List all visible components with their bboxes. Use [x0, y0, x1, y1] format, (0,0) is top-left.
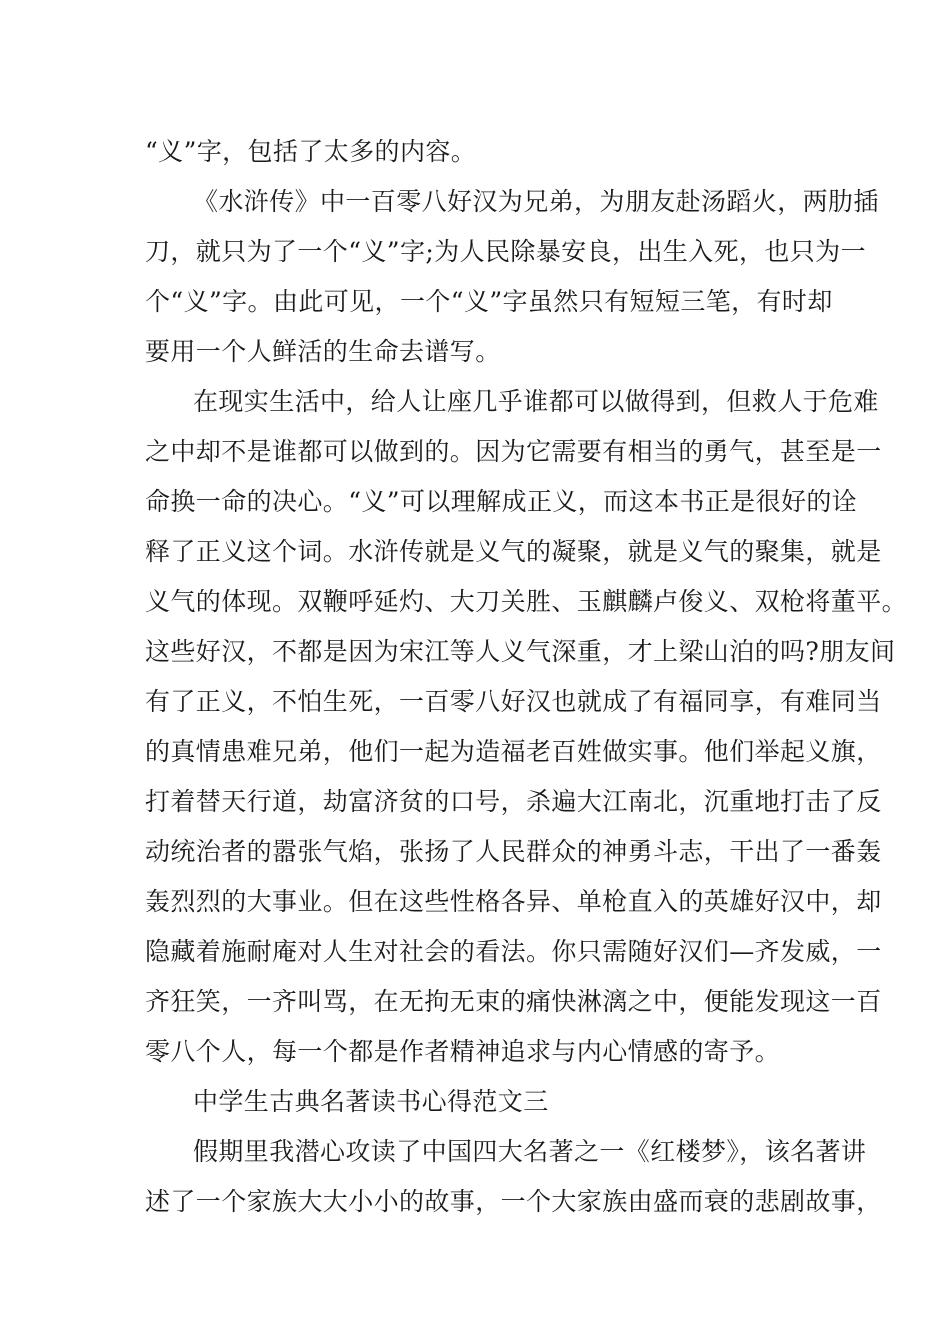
text-line: 要用一个人鲜活的生命去谱写。 [145, 337, 501, 366]
text-line: 动统治者的嚣张气焰，张扬了人民群众的神勇斗志，干出了一番轰 [145, 837, 882, 866]
paragraph-first-line: 假期里我潜心攻读了中国四大名著之一《红楼梦》，该名著讲 [193, 1137, 867, 1166]
paragraph-first-line: 《水浒传》中一百零八好汉为兄弟，为朋友赴汤蹈火，两肋插 [193, 187, 879, 216]
text-line: 零八个人，每一个都是作者精神追求与内心情感的寄予。 [145, 1037, 781, 1066]
text-line: 义气的体现。双鞭呼延灼、大刀关胜、玉麒麟卢俊义、双枪将董平。 [145, 587, 908, 616]
text-line: 释了正义这个词。水浒传就是义气的凝聚，就是义气的聚集，就是 [145, 537, 882, 566]
text-line: 之中却不是谁都可以做到的。因为它需要有相当的勇气，甚至是一 [145, 437, 882, 466]
text-line: 命换一命的决心。“义”可以理解成正义，而这本书正是很好的诠 [145, 487, 858, 516]
text-line: 齐狂笑，一齐叫骂，在无拘无束的痛快淋漓之中，便能发现这一百 [145, 987, 882, 1016]
text-line: 轰烈烈的大事业。但在这些性格各异、单枪直入的英雄好汉中，却 [145, 887, 882, 916]
text-line: “义”字，包括了太多的内容。 [145, 137, 477, 166]
text-line: 有了正义，不怕生死，一百零八好汉也就成了有福同享，有难同当 [145, 687, 882, 716]
text-line: 隐藏着施耐庵对人生对社会的看法。你只需随好汉们—齐发威，一 [145, 937, 882, 966]
text-line: 的真情患难兄弟，他们一起为造福老百姓做实事。他们举起义旗， [145, 737, 882, 766]
text-line: 述了一个家族大大小小的故事，一个大家族由盛而衰的悲剧故事， [145, 1187, 882, 1216]
section-heading: 中学生古典名著读书心得范文三 [193, 1087, 549, 1116]
text-line: 这些好汉，不都是因为宋江等人义气深重，才上梁山泊的吗?朋友间 [145, 637, 896, 666]
paragraph-first-line: 在现实生活中，给人让座几乎谁都可以做得到，但救人于危难 [193, 387, 879, 416]
text-line: 打着替天行道，劫富济贫的口号，杀遍大江南北，沉重地打击了反 [145, 787, 882, 816]
text-line: 刀，就只为了一个“义”字;为人民除暴安良，出生入死，也只为一 [145, 237, 866, 266]
text-line: 个“义”字。由此可见，一个“义”字虽然只有短短三笔，有时却 [145, 287, 833, 316]
